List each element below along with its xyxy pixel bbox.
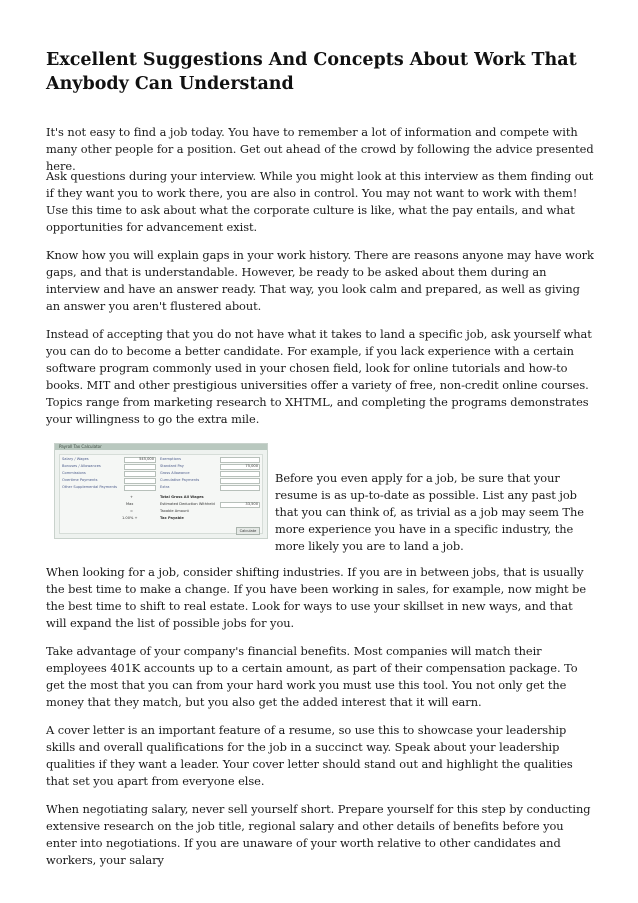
paragraph-4: Instead of accepting that you do not have what it takes to land a specific job, ask yourself what you can do to become a better candidate. For example, if you lack experience with a certain software program commonly used in your chosen field, look for online tutorials and how-to books. MIT and other prestigious universities offer a variety of free, non-credit online courses. Topics range from marketing research to XHTML, and completing the programs demonstrates your willingness to go the extra mile. — [46, 327, 592, 427]
figure-field-label: Exemptions — [160, 457, 182, 461]
figure-field-label: Bonuses / Allowances — [62, 464, 101, 468]
figure-input — [220, 485, 260, 491]
figure-input — [124, 485, 156, 491]
figure-input — [220, 457, 260, 463]
figure-input — [220, 464, 260, 470]
paragraph-2: Ask questions during your interview. While you might look at this interview as them finding out if they want you to work there, you are also in control. You may not want to work with them! Use this time to ask about what the corporate culture is like, what the pay entails, and what opportunities for advancement exist. — [46, 169, 594, 235]
figure-field-label: Extra — [160, 485, 170, 489]
figure-summary-code: = — [130, 509, 134, 513]
figure-input — [124, 471, 156, 477]
paragraph-8: A cover letter is an important feature of a resume, so use this to showcase your leadership skills and overall qualifications for the job in a succinct way. Speak about your leadership qualities if they want a leader. Your cover letter should stand out and highlight the qualities that set you apart from everyone else. — [46, 723, 573, 789]
figure-summary-code: 1.00% + — [122, 516, 138, 520]
paragraph-5: Before you even apply for a job, be sure that your resume is as up-to-date as possible. List any past job that you can think of, as trivial as a job may seem The more experience you have in a specific industry, the more likely you are to land a job. — [275, 471, 584, 554]
figure-input-value: 75,000 — [245, 464, 258, 468]
figure-summary-code: Max — [126, 502, 134, 506]
figure-summary-label: Tax Payable — [160, 516, 184, 520]
figure-calculate-button: Calculate — [236, 527, 260, 535]
figure-summary-code: + — [130, 495, 134, 499]
figure-field-label: Cumulative Payments — [160, 478, 200, 482]
figure-summary-label: Total Gross All Wages — [160, 495, 204, 499]
figure-field-label: Standard Pay — [160, 464, 184, 468]
figure-window-title: Payroll Tax Calculator — [55, 444, 267, 450]
figure-input — [124, 478, 156, 484]
figure-input — [220, 502, 260, 508]
paragraph-1: It's not easy to find a job today. You have to remember a lot of information and compete with many other people for a position. Get out ahead of the crowd by following the advice presented here. — [46, 125, 594, 174]
paragraph-9: When negotiating salary, never sell yourself short. Prepare yourself for this step by conducting extensive research on the job title, regional salary and other details of benefits before you enter into negotiations. If you are unaware of your worth relative to other candidates and workers, your salary — [46, 802, 591, 868]
figure-form — [59, 454, 263, 534]
figure-input — [220, 471, 260, 477]
paragraph-3: Know how you will explain gaps in your work history. There are reasons anyone may have work gaps, and that is understandable. However, be ready to be asked about them during an interview and have an answer ready. That way, you look calm and prepared, as well as giving an answer you aren't flustered about. — [46, 248, 594, 314]
page-title: Excellent Suggestions And Concepts About Work That Anybody Can Understand — [46, 50, 577, 94]
figure-field-label: Other Supplemental Payments — [62, 485, 118, 489]
paragraph-6: When looking for a job, consider shifting industries. If you are in between jobs, that is usually the best time to make a change. If you have been working in sales, for example, now might be the best time to shift to real estate. Look for ways to use your skillset in new ways, and that will expand the list of possible jobs for you. — [46, 565, 587, 631]
figure-field-label: Salary / Wages — [62, 457, 89, 461]
figure-field-label: Gross Allowance — [160, 471, 190, 475]
figure-summary-label: Estimated Deduction Withheld — [160, 502, 215, 506]
figure-input — [124, 457, 156, 463]
paragraph-7: Take advantage of your company's financial benefits. Most companies will match their employees 401K accounts up to a certain amount, as part of their compensation package. To get the most that you can from your hard work you must use this tool. You not only get the money that they match, but you also get the added interest that it will earn. — [46, 644, 578, 710]
figure-field-label: Overtime Payments — [62, 478, 98, 482]
figure-input-value: 33,500 — [245, 502, 258, 506]
figure-summary-label: Taxable Amount — [160, 509, 189, 513]
payroll-calculator-screenshot — [54, 443, 268, 539]
figure-input-value: 545,000 — [139, 457, 154, 461]
figure-input — [124, 464, 156, 470]
figure-input — [220, 478, 260, 484]
figure-field-label: Commissions — [62, 471, 86, 475]
